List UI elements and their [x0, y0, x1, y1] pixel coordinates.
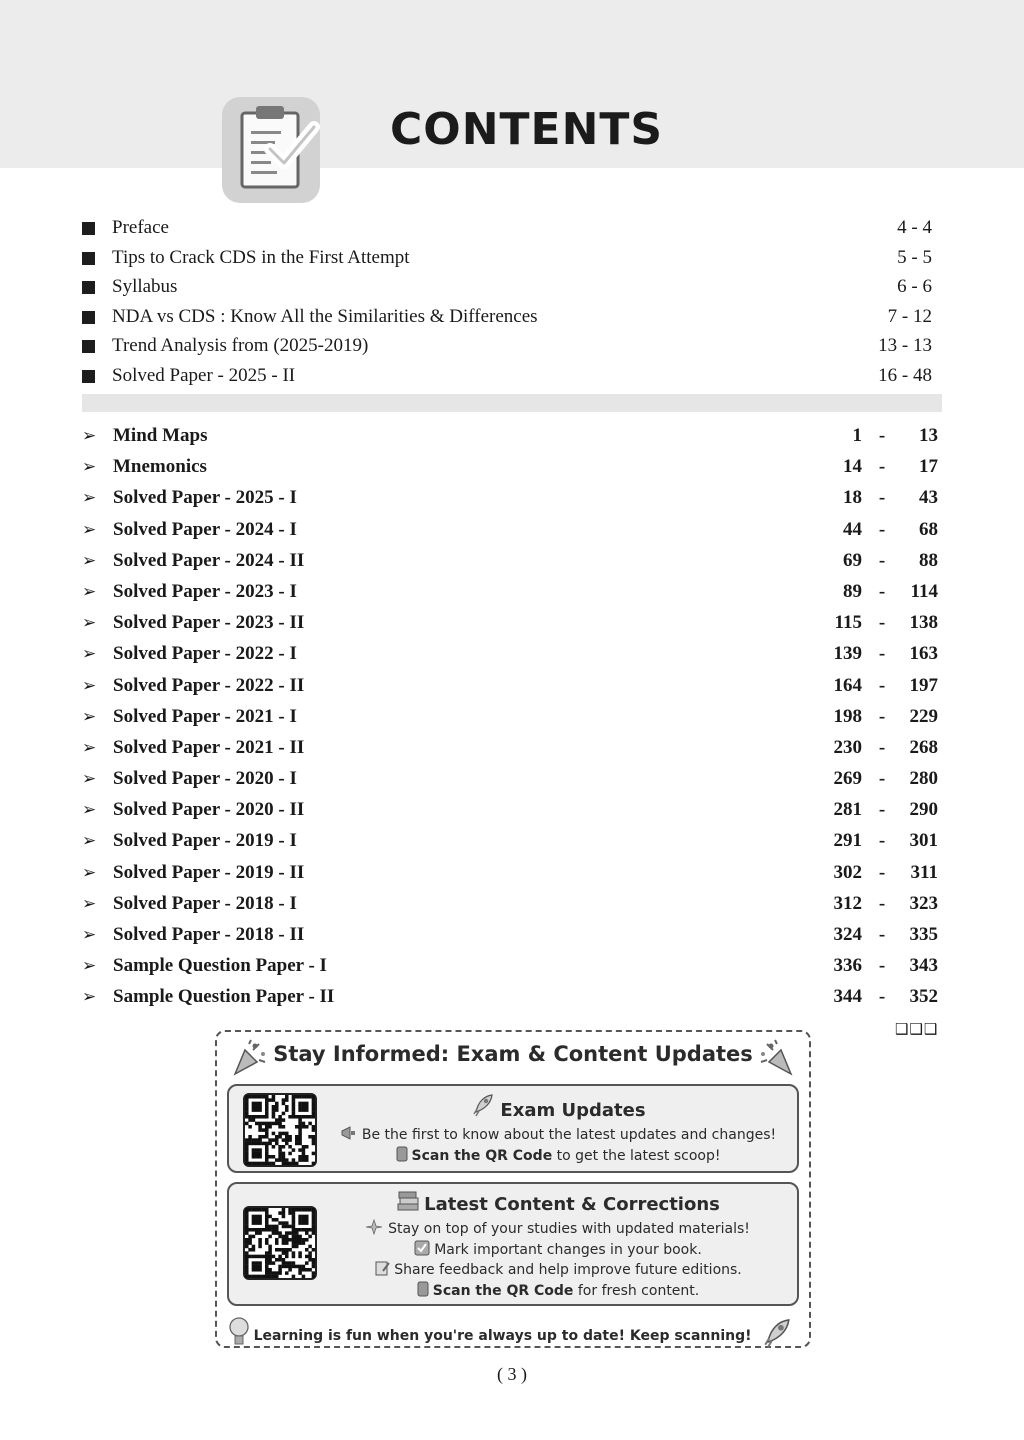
arrow-bullet-icon: ➢ — [82, 925, 97, 945]
books-icon — [396, 1190, 420, 1212]
toc-entry-title: Solved Paper - 2021 - II — [113, 736, 305, 758]
toc-entry — [82, 860, 942, 891]
content-line-4: for fresh content. — [573, 1282, 700, 1299]
page-end: 163 — [909, 643, 938, 665]
page-start: 69 — [843, 549, 862, 571]
updates-footer-text: Learning is fun when you're always up to date! Keep scanning! — [253, 1328, 752, 1344]
page-start: 4 — [897, 217, 907, 238]
content-line-2: Mark important changes in your book. — [434, 1241, 702, 1258]
toc-entry-pages: 44 - 68 — [820, 519, 938, 541]
page-end: 4 — [922, 217, 932, 238]
arrow-bullet-icon: ➢ — [82, 831, 97, 852]
end-mark: ❑❑❑ — [895, 1020, 939, 1038]
arrow-bullet-icon: ➢ — [82, 519, 97, 540]
page-end: 311 — [910, 861, 938, 883]
toc-entry-title: Syllabus — [112, 276, 178, 297]
page-end: 48 — [913, 364, 932, 386]
page-end: 352 — [909, 986, 938, 1008]
toc-entry — [82, 423, 942, 454]
arrow-bullet-icon: ➢ — [82, 893, 97, 914]
toc-entry — [82, 485, 942, 516]
toc-entry-title: Solved Paper - 2018 - I — [113, 892, 297, 914]
arrow-bullet-icon: ➢ — [82, 426, 97, 446]
arrow-bullet-icon: ➢ — [82, 956, 97, 977]
toc-entry — [82, 214, 942, 244]
content-line-3: Share feedback and help improve future editions. — [394, 1262, 742, 1278]
checkbox-icon — [414, 1240, 430, 1256]
page-start: 291 — [833, 830, 862, 852]
toc-entry — [82, 766, 942, 797]
toc-entry-pages: 16 - 48 — [878, 364, 932, 386]
page-end: 5 — [922, 246, 932, 268]
content-updates-card — [227, 1182, 799, 1306]
arrow-bullet-icon: ➢ — [82, 550, 97, 571]
toc-entry-title: Sample Question Paper - II — [113, 986, 335, 1008]
toc-entry-title: Solved Paper - 2025 - I — [113, 487, 297, 509]
page-end: 301 — [909, 830, 938, 852]
toc-entry-pages: 14 - 17 — [820, 456, 938, 478]
page-end: 343 — [909, 955, 938, 977]
page-end: 17 — [919, 456, 938, 478]
scan-qr-label: Scan the QR Code — [432, 1282, 574, 1299]
page-start: 7 — [887, 305, 898, 327]
toc-entry — [82, 273, 942, 303]
page-end: 335 — [909, 924, 938, 945]
toc-entry-pages: 336 - 343 — [820, 955, 938, 977]
toc-entry — [82, 828, 942, 859]
content-updates-title: Latest Content & Corrections — [424, 1194, 720, 1215]
toc-entry-pages: 69 - 88 — [820, 550, 938, 572]
page-start: 16 — [878, 364, 898, 386]
page-start: 14 — [843, 456, 862, 478]
chapter-list — [82, 423, 942, 1016]
arrow-bullet-icon: ➢ — [82, 644, 97, 665]
toc-entry-title: Solved Paper - 2022 - I — [113, 643, 297, 665]
content-line-1: Stay on top of your studies with updated materials! — [388, 1221, 750, 1237]
toc-entry-pages: 230 - 268 — [820, 737, 938, 759]
toc-entry-title: Solved Paper - 2021 - I — [113, 705, 297, 727]
page-start: 302 — [833, 861, 862, 883]
toc-entry-title: Solved Paper - 2023 - II — [113, 612, 305, 634]
page-start: 44 — [843, 518, 862, 540]
toc-entry-title: Tips to Crack CDS in the First Attempt — [112, 246, 410, 268]
arrow-bullet-icon: ➢ — [82, 613, 97, 634]
toc-entry-pages: 7 - 12 — [887, 305, 932, 327]
toc-entry-pages: 139 - 163 — [820, 643, 938, 665]
toc-entry — [82, 891, 942, 922]
toc-entry-pages: 312 - 323 — [820, 893, 938, 915]
page-start: 269 — [833, 768, 862, 790]
updates-title: Stay Informed: Exam & Content Updates — [273, 1042, 753, 1066]
square-bullet-icon — [82, 340, 95, 353]
page-end: 6 — [922, 276, 932, 297]
prelims-list — [82, 214, 942, 391]
page-start: 164 — [833, 674, 862, 696]
page-start: 115 — [834, 612, 862, 634]
toc-entry-title: Solved Paper - 2019 - II — [113, 861, 305, 883]
section-divider — [82, 394, 942, 412]
toc-entry — [82, 704, 942, 735]
square-bullet-icon — [82, 311, 95, 324]
toc-entry-title: Solved Paper - 2022 - II — [113, 674, 305, 696]
arrow-bullet-icon: ➢ — [82, 706, 97, 727]
square-bullet-icon — [82, 222, 95, 235]
page-start: 324 — [833, 924, 862, 945]
toc-entry-title: Solved Paper - 2020 - I — [113, 768, 297, 790]
toc-entry-pages: 164 - 197 — [820, 675, 938, 697]
page-start: 13 — [878, 335, 898, 356]
megaphone-icon — [340, 1125, 358, 1141]
page-end: 12 — [913, 305, 932, 327]
page-start: 18 — [843, 487, 862, 509]
toc-entry-pages: 324 - 335 — [820, 924, 938, 946]
page-start: 336 — [833, 955, 862, 977]
arrow-bullet-icon: ➢ — [82, 581, 97, 602]
qr-code[interactable] — [243, 1206, 317, 1280]
page-title: CONTENTS — [390, 104, 664, 155]
page-end: 229 — [909, 705, 938, 727]
toc-entry-pages: 89 - 114 — [820, 581, 938, 603]
page-start: 5 — [897, 246, 907, 268]
toc-entry — [82, 922, 942, 953]
page-end: 114 — [910, 580, 938, 602]
exam-updates-card — [227, 1084, 799, 1173]
toc-entry — [82, 517, 942, 548]
arrow-bullet-icon: ➢ — [82, 800, 97, 821]
toc-entry-pages: 6 - 6 — [897, 276, 932, 297]
arrow-bullet-icon: ➢ — [82, 987, 97, 1008]
page-end: 43 — [919, 487, 938, 509]
rocket-icon — [470, 1092, 496, 1118]
arrow-bullet-icon: ➢ — [82, 862, 97, 883]
page-start: 344 — [833, 986, 862, 1008]
square-bullet-icon — [82, 281, 95, 294]
toc-entry — [82, 548, 942, 579]
toc-entry-title: Solved Paper - 2018 - II — [113, 924, 305, 945]
toc-entry-pages: 198 - 229 — [820, 706, 938, 728]
toc-entry-pages: 5 - 5 — [897, 246, 932, 268]
toc-entry — [82, 673, 942, 704]
toc-entry-pages: 1 - 13 — [820, 425, 938, 447]
page-end: 13 — [919, 425, 938, 446]
phone-icon — [396, 1146, 408, 1162]
page-start: 89 — [843, 580, 862, 602]
toc-entry — [82, 797, 942, 828]
toc-entry-pages: 115 - 138 — [820, 612, 938, 634]
toc-entry — [82, 579, 942, 610]
toc-entry — [82, 362, 942, 392]
page-end: 280 — [909, 768, 938, 790]
page-start: 312 — [833, 892, 862, 914]
exam-updates-line-2: to get the latest scoop! — [552, 1147, 721, 1164]
page-end: 138 — [909, 612, 938, 634]
toc-entry-title: Solved Paper - 2025 - II — [112, 364, 296, 386]
toc-entry-title: Mind Maps — [113, 425, 208, 446]
page-start: 6 — [897, 276, 907, 297]
toc-entry — [82, 303, 942, 333]
page-end: 88 — [919, 549, 938, 571]
page-start: 1 — [852, 425, 862, 446]
toc-entry-pages: 281 - 290 — [820, 799, 938, 821]
toc-entry-title: Solved Paper - 2024 - II — [113, 549, 305, 571]
toc-entry-title: Solved Paper - 2024 - I — [113, 518, 297, 540]
toc-entry — [82, 332, 942, 362]
toc-entry — [82, 953, 942, 984]
toc-entry-title: Solved Paper - 2020 - II — [113, 799, 305, 821]
toc-entry-pages: 269 - 280 — [820, 768, 938, 790]
square-bullet-icon — [82, 370, 95, 383]
toc-entry — [82, 610, 942, 641]
arrow-bullet-icon: ➢ — [82, 769, 97, 790]
toc-entry-pages: 302 - 311 — [820, 862, 938, 884]
toc-entry — [82, 641, 942, 672]
exam-updates-line-1: Be the first to know about the latest updates and changes! — [361, 1127, 777, 1143]
page-end: 268 — [909, 736, 938, 758]
page-start: 139 — [833, 643, 862, 665]
page-end: 13 — [913, 335, 932, 356]
toc-entry — [82, 984, 942, 1015]
toc-entry-title: Preface — [112, 217, 169, 238]
toc-entry-pages: 13 - 13 — [878, 335, 932, 356]
toc-entry-title: Trend Analysis from (2025-2019) — [112, 335, 369, 356]
arrow-bullet-icon: ➢ — [82, 488, 97, 509]
toc-entry-pages: 4 - 4 — [897, 217, 932, 238]
toc-entry-title: Sample Question Paper - I — [113, 955, 327, 977]
lightbulb-icon — [228, 1316, 250, 1350]
toc-entry — [82, 454, 942, 485]
updates-footer — [217, 1316, 809, 1350]
toc-entry-title: Solved Paper - 2019 - I — [113, 830, 297, 852]
page-end: 290 — [909, 799, 938, 821]
toc-entry-pages: 291 - 301 — [820, 830, 938, 852]
toc-entry-title: Mnemonics — [113, 456, 207, 478]
page-number: ( 3 ) — [497, 1364, 527, 1384]
arrow-bullet-icon: ➢ — [82, 737, 97, 758]
toc-entry-pages: 344 - 352 — [820, 986, 938, 1008]
memo-icon — [374, 1260, 390, 1276]
updates-box — [215, 1030, 811, 1348]
rocket-icon — [760, 1316, 794, 1350]
toc-entry-title: NDA vs CDS : Know All the Similarities & Differences — [112, 305, 538, 327]
page-start: 281 — [833, 799, 862, 821]
square-bullet-icon — [82, 252, 95, 265]
exam-updates-title: Exam Updates — [500, 1100, 646, 1121]
scan-qr-label: Scan the QR Code — [411, 1147, 553, 1164]
qr-code[interactable] — [243, 1093, 317, 1167]
clipboard-check-icon — [222, 97, 320, 203]
toc-entry — [82, 735, 942, 766]
page-end: 323 — [909, 892, 938, 914]
arrow-bullet-icon: ➢ — [82, 675, 97, 696]
toc-entry-pages: 18 - 43 — [820, 487, 938, 509]
page-end: 68 — [919, 518, 938, 540]
page-start: 230 — [833, 736, 862, 758]
page-end: 197 — [909, 674, 938, 696]
toc-entry — [82, 244, 942, 274]
phone-icon — [417, 1281, 429, 1297]
toc-entry-title: Solved Paper - 2023 - I — [113, 580, 297, 602]
sparkles-icon — [366, 1219, 384, 1235]
page-start: 198 — [833, 705, 862, 727]
arrow-bullet-icon: ➢ — [82, 457, 97, 478]
